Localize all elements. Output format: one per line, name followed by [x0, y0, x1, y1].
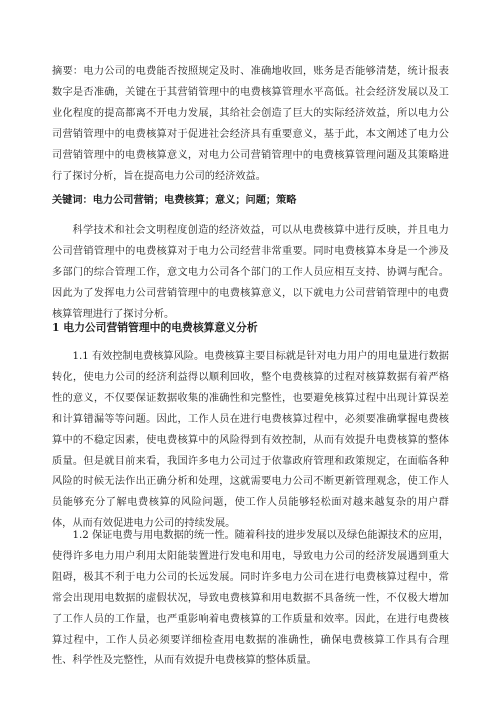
section-1-heading: 1 电力公司营销管理中的电费核算意义分析 — [52, 321, 258, 334]
abstract-paragraph: 摘要：电力公司的电费能否按照规定及时、准确地收回，账务是否能够清楚，统计报表数字是否准确，关键在于其营销管理中的电费核算管理水平高低。社会经济发展以及工业化程度的提高都离不开电力发展，其给社会创造了巨大的实际经济效益，所以电力公司营销管理中的电费核算对于促进社会经济具有重要意义，基于此，本文阐述了电力公司营销管理中的电费核算意义，对电力公司营销管理中的电费核算管理问题及其策略进行了探讨分析，旨在提高电力公司的经济效益。 — [52, 66, 449, 182]
paragraph-1-2: 1.2 保证电费与用电数据的统一性。随着科技的进步发展以及绿色能源技术的应用，使得许多电力用户利用太阳能装置进行发电和用电，导致电力公司的经济发展遇到重大阻碍，极其不利于电力公司的长远发展。同时许多电力公司在进行电费核算过程中，常常会出现用电数据的虚假状况，导致电费核算和用电数据不具备统一性，不仅极大增加了工作人员的工作量，也严重影响着电费核算的工作质量和效率。因此，在进行电费核算过程中，工作人员必须要详细检查用电数据的准确性，确保电费核算工作具有合理性、科学性及完整性，从而有效提升电费核算的整体质量。 — [52, 530, 449, 667]
intro-paragraph: 科学技术和社会文明程度创造的经济效益，可以从电费核算中进行反映，并且电力公司营销管理中的电费核算对于电力公司经营非常重要。同时电费核算本身是一个涉及多部门的综合管理工作，意文电力公司各个部门的工作人员应相互支持、协调与配合。因此为了发挥电力公司营销管理中的电费核算意义，以下就电力公司营销管理中的电费核算管理进行了探讨分析。 — [52, 225, 449, 320]
keywords-line: 关键词：电力公司营销；电费核算；意义；问题；策略 — [52, 194, 297, 206]
paragraph-1-1: 1.1 有效控制电费核算风险。电费核算主要目标就是针对电力用户的用电量进行数据转化，使电力公司的经济利益得以顺利回收，整个电费核算的过程对核算数据有着严格性的意义，不仅要保证数据收集的准确性和完整性，也要避免核算过程中出现计算误差和计算错漏等等问题。因此，工作人员在进行电费核算过程中，必须要准确掌握电费核算中的不稳定因素，使电费核算中的风险得到有效控制，从而有效提升电费核算的整体质量。但是就目前来看，我国许多电力公司过于依靠政府管理和政策规定，在面临各种风险的时候无法作出正确分析和处理，这就需要电力公司不断更新管理观念，使工作人员能够充分了解电费核算的风险问题，使工作人员能够轻松面对越来越复杂的用户群体，从而有效促进电力公司的持续发展。 — [52, 351, 449, 530]
